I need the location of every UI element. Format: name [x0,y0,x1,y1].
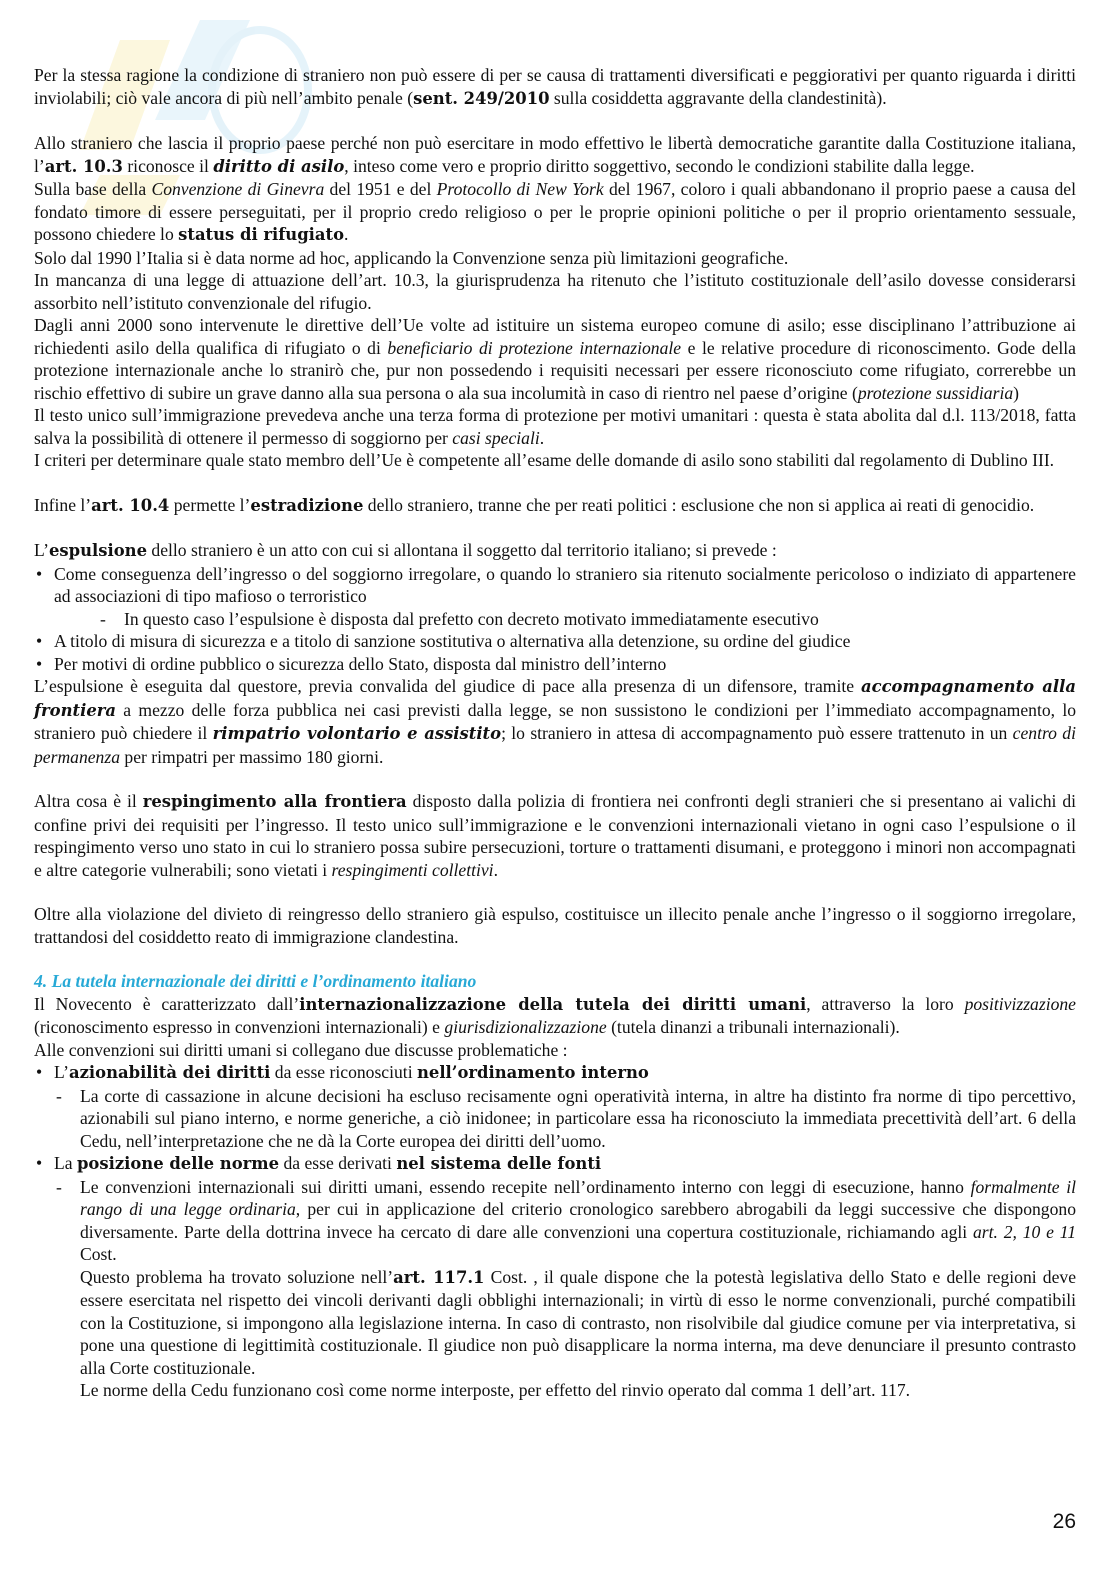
bullet-marker: • [36,1153,43,1173]
bullet-marker: • [36,563,43,584]
paragraph-refugee-status: Sulla base della Convenzione di Ginevra del 1951 e del Protocollo di New York del 1967, coloro i quali abbandonano il proprio paese a causa del fondato timore di essere perseguitati, per il proprio credo religioso o per le proprie opinioni politiche o per il proprio orientamento sessuale, possono chiedere lo status di rifugiato. [34,179,1077,244]
section-heading: 4. La tutela internazionale dei diritti e l’ordinamento italiano [34,971,477,991]
bullet-marker: • [36,653,43,674]
list-item: • Per motivi di ordine pubblico o sicurezza dello Stato, disposta dal ministro dell’interno [36,653,667,674]
list-item: • L’azionabilità dei diritti da esse riconosciuti nell’ordinamento interno [36,1062,649,1082]
list-item: • Come conseguenza dell’ingresso o del soggiorno irregolare, o quando lo straniero sia ritenuto socialmente pericoloso o indiziato di appartenere ad associazioni di tipo mafioso o terroristico [36,563,1076,606]
bullet-marker: • [36,631,43,651]
paragraph-border-rejection: Altra cosa è il respingimento alla frontiera disposto dalla polizia di frontiera nei confronti degli stranieri che si presentano ai valichi di confine privi dei requisiti per l’ingresso. Il testo unico sull’immigrazione e le convenzioni internazionali vietano in ogni caso l’espulsione o il respingimento verso uno stato in cui lo straniero possa subire persecuzioni, torture o trattamenti disumani, e proteggono i minori non accompagnati e altre categorie vulnerabili; sono vietati i respingimenti collettivi. [34,791,1077,880]
sub-list-item: - La corte di cassazione in alcune decisioni ha escluso recisamente ogni operatività interna, in altre ha distinto fra norme di tipo percettivo, azionabili sul piano interno, e norme generiche, a ciò inidonee; in particolare essa ha riconosciuto la immediata precettività dell’art. 6 della Cedu, nell’interpretazione che ne dà la Corte europea dei diritti dell’uomo. [56,1085,1076,1151]
sub-list-continuation: Le norme della Cedu funzionano così come norme interposte, per effetto del rinvio operato dal comma 1 dell’art. 117. [80,1380,911,1400]
page-number: 26 [1052,1510,1076,1533]
list-item: • La posizione delle norme da esse derivati nel sistema delle fonti [36,1153,602,1173]
paragraph-jurisprudence: In mancanza di una legge di attuazione dell’art. 10.3, la giurisprudenza ha ritenuto che l’istituto costituzionale dell’asilo dovesse considerarsi assorbito nell’istituto convenzionale del rifugio. [34,270,1076,313]
paragraph-expulsion: L’espulsione dello straniero è un atto con cui si allontana il soggetto dal territorio italiano; si prevede : [34,540,777,560]
paragraph-foreigner-condition: Per la stessa ragione la condizione di straniero non può essere di per se causa di trattamenti diversificati e peggiorativi per quanto riguarda i diritti inviolabili; ciò vale ancora di più nell’ambito penale (sent. 249/2010 sulla cosiddetta aggravante della clandestinità). [34,65,1076,108]
dash-marker: - [56,1176,62,1197]
paragraph-eu-directives: Dagli anni 2000 sono intervenute le direttive dell’Ue volte ad istituire un sistema europeo comune di asilo; esse disciplinano l’attribuzione ai richiedenti asilo della qualifica di rifugiato o di beneficiario di protezione internazionale e le relative procedure di riconoscimento. Gode della protezione internazionale anche lo stranirò che, pur non possedendo i requisiti necessari per essere riconosciuto come rifugiato, correrebbe un rischio effettivo di subire un grave danno alla sua persona o ala sua incolumità in caso di rientro nel paese d’origine (protezione sussidiaria) [34,315,1076,403]
sub-list-item: - Le convenzioni internazionali sui diritti umani, essendo recepite nell’ordinamento interno con leggi di esecuzione, hanno formalmente il rango di una legge ordinaria, per cui in applicazione del criterio cronologico sarebbero abrogabili da leggi successive che dispongono diversamente. Parte della dottrina invece ha cercato di dare alle convenzioni una copertura costituzionale, richiamando agli art. 2, 10 e 11 Cost. [56,1176,1076,1264]
sub-list-continuation: Questo problema ha trovato soluzione nell’art. 117.1 Cost. , il quale dispone che la potestà legislativa dello Stato e delle regioni deve essere esercitata nel rispetto dei vincoli derivanti dagli obblighi internazionali; in virtù di esso le norme convenzionali, purché compatibili con la Costituzione, si impongono alla legislazione interna. In caso di contrasto, non risolvibile dal giudice comune per via interpretativa, si pone una questione di legittimità costituzionale. Il giudice non può disapplicare la norma interna, ma deve denunciare il presunto contrasto alla Corte costituzionale. [80,1266,1077,1378]
bullet-marker: • [36,1062,43,1082]
dash-marker: - [100,608,106,629]
paragraph-humanitarian-protection: Il testo unico sull’immigrazione prevedeva anche una terza forma di protezione per motivi umanitari : questa è stata abolita dal d.l. 113/2018, fatta salva la possibilità di ottenere il permesso di soggiorno per casi speciali. [34,405,1076,448]
dash-marker: - [56,1085,62,1106]
paragraph-italy-1990: Solo dal 1990 l’Italia si è data norme ad hoc, applicando la Convenzione senza più limitazioni geografiche. [34,247,789,268]
paragraph-illegal-immigration: Oltre alla violazione del divieto di reingresso dello straniero già espulso, costituisce un illecito penale anche l’ingresso o il soggiorno irregolare, trattandosi del cosiddetto reato di immigrazione clandestina. [34,904,1076,947]
paragraph-two-problems: Alle convenzioni sui diritti umani si collegano due discusse problematiche : [34,1039,568,1060]
paragraph-internationalization: Il Novecento è caratterizzato dall’internazionalizzazione della tutela dei diritti umani, attraverso la loro positivizzazione (riconoscimento espresso in convenzioni internazionali) e giurisdizionalizzazione (tutela dinanzi a tribunali internazionali). [34,993,1076,1037]
paragraph-expulsion-execution: L’espulsione è eseguita dal questore, previa convalida del giudice di pace alla presenza di un difensore, tramite accompagnamento alla frontiera a mezzo delle forza pubblica nei casi previsti dalla legge, se non sussistono le condizioni per l’immediato accompagnamento, lo straniero può chiedere il rimpatrio volontario e assistito; lo straniero in attesa di accompagnamento può essere trattenuto in un centro di permanenza per rimpatri per massimo 180 giorni. [34,676,1076,767]
paragraph-right-of-asylum: Allo straniero che lascia il proprio paese perché non può esercitare in modo effettivo le libertà democratiche garantite dalla Costituzione italiana, l’art. 10.3 riconosce il diritto di asilo, inteso come vero e proprio diritto soggettivo, secondo le condizioni stabilite dalla legge. [34,133,1076,176]
paragraph-dublin-regulation: I criteri per determinare quale stato membro dell’Ue è competente all’esame delle domande di asilo sono stabiliti dal regolamento di Dublino III. [34,450,1055,470]
sub-list-item: - In questo caso l’espulsione è disposta dal prefetto con decreto motivato immediatamente esecutivo [100,608,819,629]
paragraph-extradition: Infine l’art. 10.4 permette l’estradizione dello straniero, tranne che per reati politici : esclusione che non si applica ai reati di genocidio. [34,494,1035,515]
list-item: • A titolo di misura di sicurezza e a titolo di sanzione sostitutiva o alternativa alla detenzione, su ordine del giudice [36,631,851,651]
document-body [34,64,1076,1402]
